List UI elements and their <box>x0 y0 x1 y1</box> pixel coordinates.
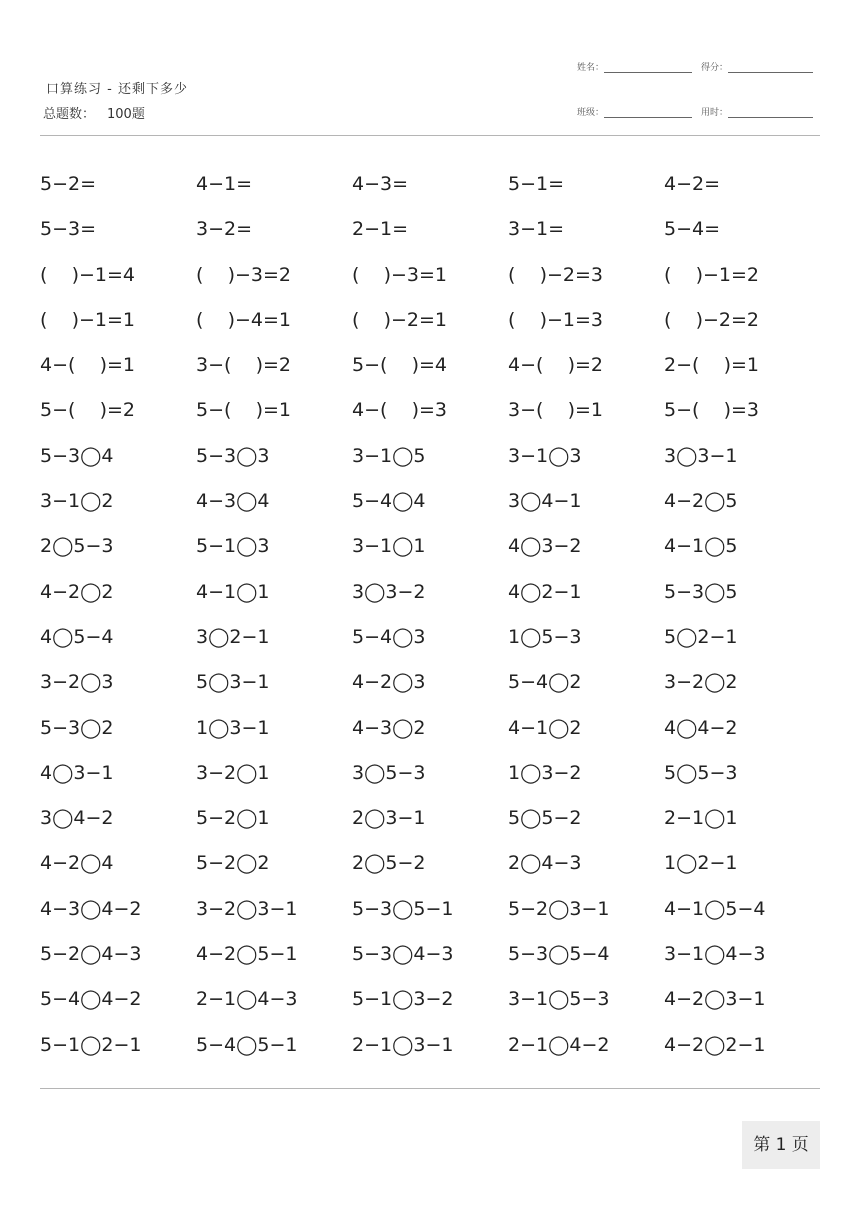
problem: 5−3◯5−1 <box>352 897 454 920</box>
problem: 5−4◯3 <box>352 625 426 648</box>
problem: 4◯4−2 <box>664 716 738 739</box>
problem: 3◯4−2 <box>40 807 114 830</box>
page-number: 第 1 页 <box>753 1135 809 1155</box>
name-blank[interactable] <box>604 62 692 73</box>
problem: ( )−2=1 <box>352 308 447 331</box>
problem: 5−( )=1 <box>196 399 291 422</box>
name-label: 姓名： <box>577 63 605 73</box>
problem: 4−1◯5 <box>664 535 738 558</box>
problem: 4−2◯2−1 <box>664 1033 766 1056</box>
problem-row <box>40 977 820 1022</box>
problem: 5−2◯3−1 <box>508 897 610 920</box>
problem: 5−2= <box>40 173 97 195</box>
problem: 4−1◯2 <box>508 716 582 739</box>
problem: ( )−2=2 <box>664 308 759 331</box>
problem: 4−2= <box>664 173 721 195</box>
problem-row <box>40 660 820 705</box>
problem: 5−1◯3 <box>196 535 270 558</box>
problem-row <box>40 343 820 388</box>
problem-row <box>40 841 820 886</box>
problem-row <box>40 615 820 660</box>
problem: 1◯3−2 <box>508 761 582 784</box>
problem: 4−2◯3−1 <box>664 988 766 1011</box>
problem: 4−1= <box>196 173 253 195</box>
total-value: 100题 <box>107 107 145 122</box>
problem: 5−( )=3 <box>664 399 759 422</box>
problem: 3−1◯2 <box>40 490 114 513</box>
problem: 1◯5−3 <box>508 625 582 648</box>
problem: 3◯2−1 <box>196 625 270 648</box>
problem-row <box>40 207 820 252</box>
problem: 2◯4−3 <box>508 852 582 875</box>
problem: 3−1◯4−3 <box>664 943 766 966</box>
problem: 5−4= <box>664 218 721 241</box>
problem: 4◯3−1 <box>40 761 114 784</box>
problem: ( )−1=1 <box>40 308 135 331</box>
problem-grid <box>40 162 820 1068</box>
problem: 5−1◯3−2 <box>352 988 454 1011</box>
problem-row <box>40 570 820 615</box>
problem: 4◯5−4 <box>40 625 114 648</box>
score-field[interactable] <box>701 60 813 74</box>
problem: 2−1= <box>352 218 409 241</box>
problem: 5−3◯4 <box>40 444 114 467</box>
problem: 2−( )=1 <box>664 354 759 377</box>
problem: 5−4◯4 <box>352 490 426 513</box>
problem-row <box>40 434 820 479</box>
problem: 2−1◯4−3 <box>196 988 298 1011</box>
problem: 4−2◯5−1 <box>196 943 298 966</box>
problem: 3−1◯5−3 <box>508 988 610 1011</box>
problem: 5◯3−1 <box>196 671 270 694</box>
problem: 2−1◯3−1 <box>352 1033 454 1056</box>
problem: 5−4◯4−2 <box>40 988 142 1011</box>
problem: 4−1◯1 <box>196 580 270 603</box>
problem-row <box>40 751 820 796</box>
problem: ( )−3=1 <box>352 263 447 286</box>
problem: 5−3◯4−3 <box>352 943 454 966</box>
problem: 4−2◯2 <box>40 580 114 603</box>
problem: 4−3◯2 <box>352 716 426 739</box>
problem: 3−1◯5 <box>352 444 426 467</box>
time-field[interactable] <box>701 105 813 119</box>
problem-row <box>40 524 820 569</box>
problem: ( )−1=2 <box>664 263 759 286</box>
score-blank[interactable] <box>728 62 813 73</box>
problem: 3−1= <box>508 218 565 241</box>
problem: 3◯3−1 <box>664 444 738 467</box>
problem: 3◯5−3 <box>352 761 426 784</box>
problem-row <box>40 162 820 207</box>
problem: 2◯3−1 <box>352 807 426 830</box>
problem: 4−( )=2 <box>508 354 603 377</box>
problem-row <box>40 479 820 524</box>
problem: 5−3= <box>40 218 97 241</box>
header-divider <box>40 135 820 136</box>
problem: 3−1◯1 <box>352 535 426 558</box>
problem: 5−2◯1 <box>196 807 270 830</box>
problem: 5−3◯5 <box>664 580 738 603</box>
problem: 4−( )=3 <box>352 399 447 422</box>
problem: 4−3◯4 <box>196 490 270 513</box>
problem: 1◯3−1 <box>196 716 270 739</box>
class-blank[interactable] <box>604 107 692 118</box>
time-label: 用时： <box>701 108 729 118</box>
page-number-box <box>742 1121 820 1169</box>
problem: 5−1= <box>508 173 565 195</box>
problem: 3−( )=1 <box>508 399 603 422</box>
problem: 3−2= <box>196 218 253 241</box>
problem: 3◯3−2 <box>352 580 426 603</box>
problem: ( )−3=2 <box>196 263 291 286</box>
problem-row <box>40 796 820 841</box>
problem: 5−3◯3 <box>196 444 270 467</box>
problem-row <box>40 887 820 932</box>
problem: 5−4◯2 <box>508 671 582 694</box>
problem: 4−( )=1 <box>40 354 135 377</box>
problem: 4−3◯4−2 <box>40 897 142 920</box>
problem: 1◯2−1 <box>664 852 738 875</box>
problem: ( )−1=4 <box>40 263 135 286</box>
problem: 2−1◯4−2 <box>508 1033 610 1056</box>
problem: 4◯3−2 <box>508 535 582 558</box>
problem: ( )−4=1 <box>196 308 291 331</box>
problem-row <box>40 706 820 751</box>
problem-row <box>40 1023 820 1068</box>
problem: ( )−2=3 <box>508 263 603 286</box>
problem: 5−2◯4−3 <box>40 943 142 966</box>
problem: 3−2◯3 <box>40 671 114 694</box>
class-label: 班级： <box>577 108 605 118</box>
problem: 5−1◯2−1 <box>40 1033 142 1056</box>
score-label: 得分： <box>701 63 729 73</box>
problem: 3◯4−1 <box>508 490 582 513</box>
problem-row <box>40 298 820 343</box>
problem: 5−3◯5−4 <box>508 943 610 966</box>
footer-divider <box>40 1088 820 1089</box>
problem: 5−4◯5−1 <box>196 1033 298 1056</box>
problem: 5−2◯2 <box>196 852 270 875</box>
problem: 5−( )=2 <box>40 399 135 422</box>
problem: 5−3◯2 <box>40 716 114 739</box>
problem-row <box>40 253 820 298</box>
problem: 3−2◯3−1 <box>196 897 298 920</box>
problem: 4−1◯5−4 <box>664 897 766 920</box>
problem: 5◯5−3 <box>664 761 738 784</box>
problem: 4◯2−1 <box>508 580 582 603</box>
problem: 2−1◯1 <box>664 807 738 830</box>
problem: 5−( )=4 <box>352 354 447 377</box>
problem: ( )−1=3 <box>508 308 603 331</box>
total-label: 总题数： <box>43 107 96 122</box>
class-field[interactable] <box>577 105 692 119</box>
total-questions <box>43 103 145 122</box>
problem: 5◯2−1 <box>664 625 738 648</box>
problem: 4−2◯3 <box>352 671 426 694</box>
problem: 3−2◯2 <box>664 671 738 694</box>
problem: 4−3= <box>352 173 409 195</box>
name-field[interactable] <box>577 60 692 74</box>
problem-row <box>40 932 820 977</box>
time-blank[interactable] <box>728 107 813 118</box>
problem: 4−2◯4 <box>40 852 114 875</box>
problem: 2◯5−3 <box>40 535 114 558</box>
worksheet-title: 口算练习 - 还剩下多少 <box>46 82 188 97</box>
problem: 4−2◯5 <box>664 490 738 513</box>
problem: 3−( )=2 <box>196 354 291 377</box>
problem: 3−2◯1 <box>196 761 270 784</box>
problem: 5◯5−2 <box>508 807 582 830</box>
problem-row <box>40 388 820 433</box>
problem: 3−1◯3 <box>508 444 582 467</box>
problem: 2◯5−2 <box>352 852 426 875</box>
